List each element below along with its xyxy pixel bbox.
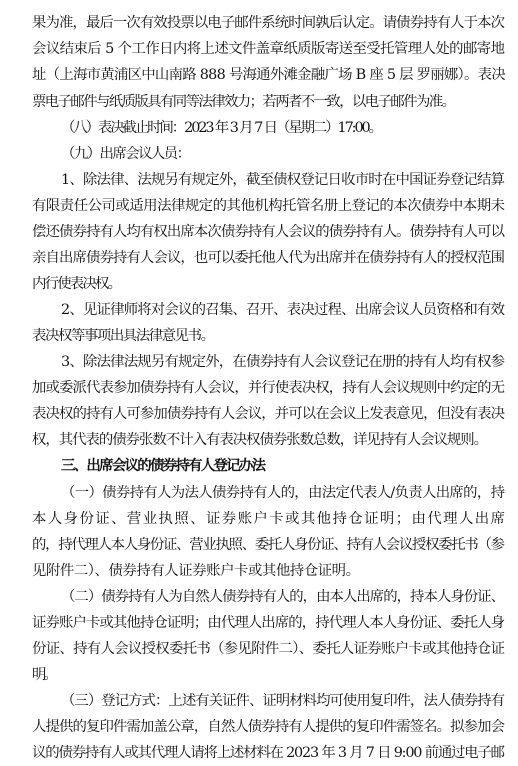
text-line [0, 62, 518, 88]
text-line-content: （八）表决截止时间：2023 年 3 月 7 日（星期二）17:00。 [61, 120, 381, 136]
text-line [0, 584, 518, 610]
text-line [0, 480, 518, 506]
text-line [0, 219, 518, 245]
section-item-eight [0, 115, 518, 141]
text-line-content: 份证、持有人会议授权委托书（参见附件二）、委托人证券账户卡或其他持仓证 [32, 641, 505, 657]
text-line [0, 636, 518, 662]
text-line-content: 本人身份证、营业执照、证券账户卡或其他持仓证明；由代理人出席 [32, 511, 507, 527]
text-line [0, 89, 518, 115]
text-line-content: 有限责任公司或适用法律规定的其他机构托管名册上登记的本次债券中本期未 [32, 198, 505, 214]
text-line-content: 址（上海市黄浦区中山南路 888 号海通外滩金融广场 B 座 5 层 罗丽娜）。表决 [32, 67, 505, 83]
text-line-content: 议的债券持有人或其代理人请将上述材料在 2023 年 3 月 7 日 9:00 前通过电子邮 [32, 745, 504, 761]
text-line-content: 3、除法律法规另有规定外，在债券持有人会议登记在册的持有人均有权参 [61, 354, 505, 370]
text-line-content: 表决权等事项出具法律意见书。 [32, 328, 214, 344]
text-line-content: 权，其代表的债券张数不计入有表决权债券张数总数，详见持有人会议规则。 [32, 432, 487, 448]
text-line [0, 427, 518, 453]
text-line [0, 610, 518, 636]
text-line [0, 740, 518, 766]
text-line-content: （三）登记方式：上述有关证件、证明材料均可使用复印件，法人债券持有 [61, 693, 505, 709]
text-line-content: 人提供的复印件需加盖公章，自然人债券持有人提供的复印件需签名。拟参加会 [32, 719, 505, 735]
text-line-content: （九）出席会议人员： [61, 146, 190, 162]
text-line [0, 323, 518, 349]
text-line [0, 558, 518, 584]
text-line-content: 会议结束后 5 个工作日内将上述文件盖章纸质版寄送至受托管理人处的邮寄地 [32, 41, 505, 57]
text-line [0, 10, 518, 36]
text-line [0, 375, 518, 401]
text-line [0, 506, 518, 532]
text-line [0, 401, 518, 427]
text-line [0, 245, 518, 271]
text-line-content: 亲自出席债券持有人会议，也可以委托他人代为出席并在债券持有人的授权范围 [32, 250, 505, 266]
text-line [0, 297, 518, 323]
text-line-content: 内行使表决权。 [32, 276, 121, 292]
section-heading [0, 453, 518, 479]
text-line-content: 2、见证律师将对会议的召集、召开、表决过程、出席会议人员资格和有效 [61, 302, 505, 318]
text-line-content: 见附件二）、债券持有人证券账户卡或其他持仓证明。 [32, 563, 360, 579]
text-line-content: （一）债券持有人为法人债券持有人的，由法定代表人/负责人出席的，持 [61, 485, 505, 501]
text-line [0, 532, 518, 558]
text-line-content: 果为准，最后一次有效投票以电子邮件系统时间孰后认定。请债券持有人于本次 [32, 15, 505, 31]
text-line [0, 167, 518, 193]
text-line-content: 偿还债券持有人均有权出席本次债券持有人会议的债券持有人。债券持有人可以 [32, 224, 505, 240]
text-line-content: 证券账户卡或其他持仓证明；由代理人出席的，持代理人本人身份证、委托人身 [32, 615, 505, 631]
text-line [0, 193, 518, 219]
text-line [0, 688, 518, 714]
text-line [0, 714, 518, 740]
text-line-content: 加或委派代表参加债券持有人会议，并行使表决权，持有人会议规则中约定的无 [32, 380, 505, 396]
section-heading-text: 三、出席会议的债券持有人登记办法 [61, 458, 265, 474]
text-line-content: 表决权的持有人可参加债券持有人会议，并可以在会议上发表意见，但没有表决 [32, 406, 505, 422]
text-line-content: 明。 [32, 667, 55, 683]
text-line-content: （二）债券持有人为自然人债券持有人的，由本人出席的，持本人身份证、 [61, 589, 505, 605]
text-line-content: 的，持代理人本人身份证、营业执照、委托人身份证、持有人会议授权委托书（参 [32, 537, 504, 553]
text-line [0, 271, 518, 297]
text-line-content: 1、除法律、法规另有规定外，截至债权登记日收市时在中国证券登记结算 [61, 172, 505, 188]
text-line-content: 票电子邮件与纸质版具有同等法律效力；若两者不一致，以电子邮件为准。 [32, 94, 455, 110]
text-line [0, 36, 518, 62]
text-line [0, 349, 518, 375]
section-item-nine [0, 141, 518, 167]
text-line [0, 662, 518, 688]
